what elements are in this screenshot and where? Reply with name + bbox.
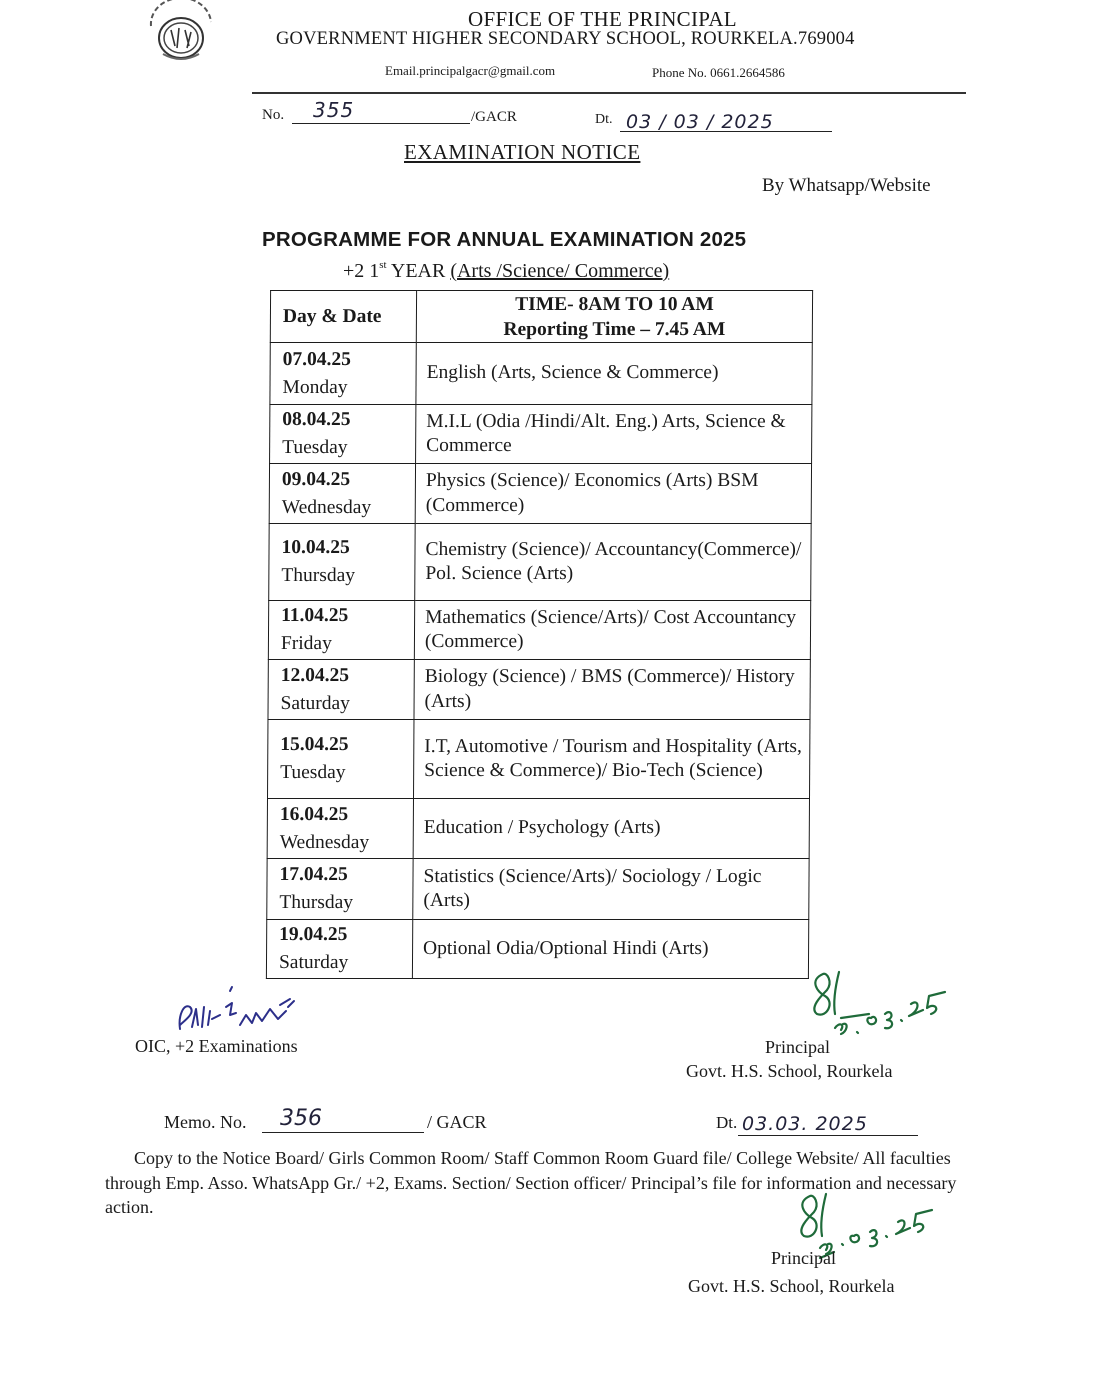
principal-signature [805,968,985,1040]
subject-cell: M.I.L (Odia /Hindi/Alt. Eng.) Arts, Science & Commerce [416,405,812,464]
programme-title: PROGRAMME FOR ANNUAL EXAMINATION 2025 [262,228,747,251]
exam-date: 10.04.25 [281,537,350,558]
exam-day: Friday [280,633,332,654]
reference-number-label: No. [262,107,285,123]
year-streams: (Arts /Science/ Commerce) [450,260,670,282]
exam-schedule-table [266,290,813,979]
subject-cell: Biology (Science) / BMS (Commerce)/ History (Arts) [414,660,810,720]
subject-cell: English (Arts, Science & Commerce) [416,343,812,405]
table-row [266,920,808,979]
day-date-cell [269,524,415,601]
day-date-cell [267,859,413,920]
reference-number-suffix: /GACR [471,109,517,125]
subject-cell: Education / Psychology (Arts) [413,799,809,859]
day-date-cell [269,464,415,524]
memo-principal-school: Govt. H.S. School, Rourkela [688,1276,895,1296]
memo-body: Copy to the Notice Board/ Girls Common Room/ Staff Common Room Guard file/ College Website/ All faculties through Emp. Asso. WhatsApp Gr./ +2, Exams. Section/ Section officer/ Principal’s file for information and necessary action. [105,1148,957,1217]
day-date-cell [268,660,414,720]
day-date-cell [270,343,416,405]
exam-day: Monday [282,376,348,398]
exam-day: Tuesday [282,437,348,458]
memo-principal-label: Principal [771,1248,836,1268]
subject-cell: Mathematics (Science/Arts)/ Cost Accountancy (Commerce) [414,601,810,660]
table-row [267,799,809,859]
subject-cell: Statistics (Science/Arts)/ Sociology / Logic (Arts) [413,859,809,920]
exam-date: 15.04.25 [280,734,349,755]
table-row [270,343,812,405]
exam-date: 17.04.25 [279,864,348,885]
header-time [416,291,812,343]
table-row [268,601,810,660]
header-divider [252,92,966,94]
table-row [270,405,812,464]
date-value: 03 / 03 / 2025 [626,111,774,133]
exam-date: 07.04.25 [282,348,351,370]
exam-date: 08.04.25 [282,409,351,430]
school-name: GOVERNMENT HIGHER SECONDARY SCHOOL, ROURKELA.769004 [276,29,855,49]
memo-number-value: 356 [280,1106,322,1131]
oic-signature [170,985,340,1043]
table-row [267,859,809,920]
memo-number-label: Memo. No. [164,1112,247,1132]
year-line [343,259,669,283]
table-row [269,464,811,524]
header-time-line1: TIME- 8AM TO 10 AM [515,293,714,315]
exam-date: 16.04.25 [279,803,349,825]
principal-label: Principal [765,1037,830,1057]
exam-day: Saturday [278,952,349,973]
distribution-note: By Whatsapp/Website [762,175,931,196]
exam-date: 11.04.25 [281,605,349,626]
exam-day: Tuesday [280,762,346,783]
subject-cell: Physics (Science)/ Economics (Arts) BSM (Commerce) [415,464,811,524]
table-row [268,660,810,720]
year-superscript: st [379,259,387,271]
day-date-cell [266,920,412,979]
date-label: Dt. [595,112,613,127]
table-row [269,524,811,601]
header-reporting-time: Reporting Time – 7.45 AM [503,318,726,340]
exam-date: 19.04.25 [279,924,348,945]
subject-cell: Chemistry (Science)/ Accountancy(Commerce)/ Pol. Science (Arts) [415,524,811,601]
exam-day: Wednesday [279,831,370,853]
day-date-cell [268,601,414,660]
principal-school: Govt. H.S. School, Rourkela [686,1061,893,1081]
exam-day: Thursday [279,892,354,913]
subject-cell: I.T, Automotive / Tourism and Hospitality (Arts, Science & Commerce)/ Bio-Tech (Science) [413,720,809,799]
exam-day: Thursday [281,565,356,586]
day-date-cell [267,799,413,859]
reference-number-value: 355 [313,98,355,122]
day-date-cell [270,405,416,464]
table-row [267,720,809,799]
exam-day: Saturday [280,692,350,714]
office-title: OFFICE OF THE PRINCIPAL [468,7,737,31]
memo-date-value: 03.03. 2025 [742,1113,868,1135]
notice-title: EXAMINATION NOTICE [404,140,641,164]
phone-number: Phone No. 0661.2664586 [652,65,785,80]
exam-date: 09.04.25 [281,468,351,490]
memo-number-suffix: / GACR [427,1112,487,1132]
email-address: Email.principalgacr@gmail.com [385,63,556,78]
year-mid: YEAR [386,260,451,282]
exam-date: 12.04.25 [280,664,350,686]
table-header-row [270,291,812,343]
year-prefix: +2 1 [343,260,380,282]
memo-date-label: Dt. [716,1113,738,1132]
day-date-cell [267,720,413,799]
oic-label: OIC, +2 Examinations [135,1036,298,1056]
subject-cell: Optional Odia/Optional Hindi (Arts) [412,920,808,979]
exam-day: Wednesday [281,496,372,518]
header-day-date: Day & Date [270,291,416,343]
